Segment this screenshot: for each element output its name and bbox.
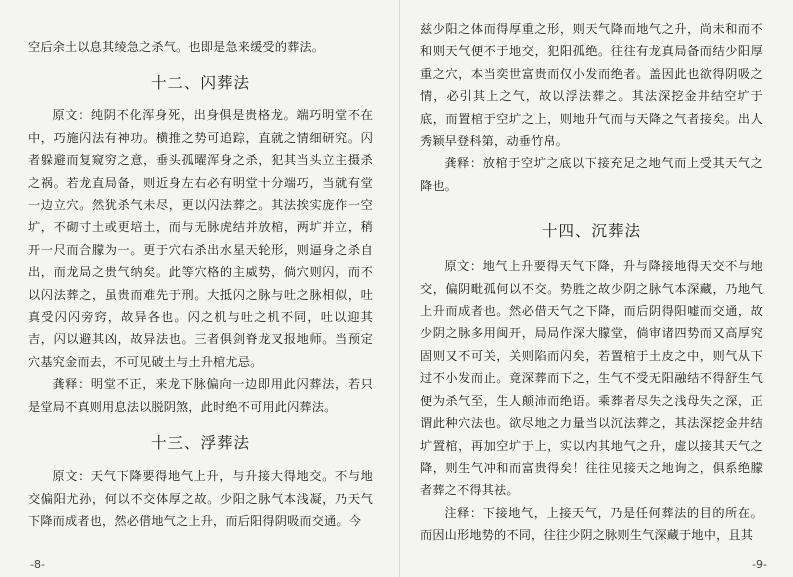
section-13-commentary: 龚释：放棺于空圹之底以下接充足之地气而上受其天气之降也。 (420, 156, 763, 193)
left-page-content (28, 36, 373, 532)
right-page-number: -9- (752, 558, 767, 571)
section-13-title: 十三、浮葬法 (150, 434, 250, 453)
left-page-number: -8- (30, 558, 45, 571)
section-14-annotation: 注释：下接地气，上接天气，乃是任何葬法的目的所在。而因山形地势的不同，往往少阴之脉则生气深藏于地中，且其 (420, 505, 763, 543)
section-12-commentary: 龚释：明堂不正，来龙下脉偏向一边即用此闪葬法，若只是堂局不真则用息法以脱阴煞，此时绝不可用此闪葬法。 (28, 377, 373, 414)
section-14-original-text: 原文：地气上升要得天气下降，升与降接地得天交不与地交，偏阴毗孤何以不交。势胜之故少阴之脉气本深藏，乃地气上升而成者也。然必借天气之下降，而后阴得阳嘘而交通，故少阴之脉多用闽开，局局作深大朦堂，倘审诸四势而又高厚究固则又不可关，关则陷而闪矣，若置棺于土皮之中，则气从下过不小发而止。竟深葬而下之，生气不受无阳融结不得舒生气便为杀气至，生人颠沛而绝语。乘葬者尽失之浅母失之深，正谓此种穴法也。欲尽地之力量当以沉法葬之，其法深挖金井结圹置棺，再加空圹于上，实以内其地气之升，虚以接其天气之降，则生气冲和而富贵得矣！往往见接天之地询之，俱系绝朦者葬之不得其祛。 (420, 259, 763, 498)
section-13-original-text: 原文：天气下降要得地气上升，与升接大得地交。不与地交偏阳尤孙，何以不交体厚之故。少阳之脉气本浅凝，乃天气下降而成者也，然必借地气之上升，而后阳得阴吸而交通。今 (28, 469, 373, 528)
left-intro-paragraph: 空后余土以息其绫急之杀气。也即是急来缓受的葬法。 (28, 40, 325, 54)
section-12-title: 十二、闪葬法 (150, 74, 250, 93)
right-page (400, 0, 793, 577)
section-14-title: 十四、沉葬法 (541, 222, 641, 241)
section-13-continuation: 兹少阳之体而得厚重之形，则天气降而地气之升，尚未和而不和则天气便不于地交，犯阳孤绝。往往有龙真局备而结少阳厚重之穴，本当奕世富贵而仅小发而绝者。盖因此也欲得阴吸之情，必引其上之气，故以浮法葬之。其法深挖金井结空圹于底，而置棺于空圹之上，则地升气而与天降之气者接矣。出人秀颖早登科第，动垂竹帛。 (420, 22, 763, 149)
section-12-original-text: 原文：纯阴不化浑身死，出身俱是贵格龙。端巧明堂不在中，巧施闪法有神功。横推之势可追踪，直就之情细研究。闪者躲避而复窥穷之意，垂头孤曜浑身之杀，犯其当头立主摄杀之祸。若龙直局备，则近身左右必有明堂十分端巧，当就有堂一边立穴。然犹杀气未尽，更以闪法葬之。其法挨实庞作一空圹，不砌寸土或更培土，而与无脉虎结并放棺，两圹并立，稍开一尺而合朦为一。更于穴右杀出水星天轮形，则逼身之杀自出，而龙局之贵气纳矣。此等穴格的主威势，倘穴则闪，而不以闪法葬之，虽贵而难先于刑。大抵闪之脉与吐之脉相似，吐真受闪闪旁窍，故异各也。闪之机与吐之机不同，吐以迎其吉，闪以避其凶，故异法也。三者俱剑脊龙叉报地师。当预定穴基究金而去，不可见破土与土升棺尤忌。 (28, 108, 373, 369)
right-page-content (420, 18, 763, 547)
